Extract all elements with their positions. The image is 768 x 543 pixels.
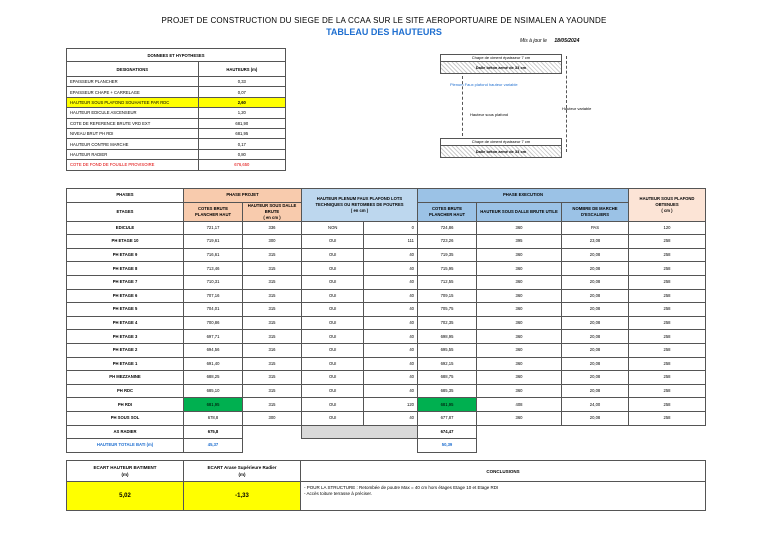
update-value: 18/05/2024 bbox=[554, 38, 580, 44]
conclusions-label: CONCLUSIONS bbox=[301, 461, 706, 482]
cell-fp: NON bbox=[302, 221, 364, 235]
variable-dimension-line bbox=[566, 56, 567, 152]
col-cotes-brute-exec: COTES BRUTE PLANCHER HAUT bbox=[418, 202, 477, 221]
radier-empty bbox=[243, 425, 302, 439]
cell-etage: PH ETAGE 3 bbox=[67, 330, 184, 344]
slab-top bbox=[440, 54, 562, 74]
ecart-value: 5,02 bbox=[67, 482, 184, 511]
cell-hsd_e: 360 bbox=[477, 330, 562, 344]
donnees-row bbox=[67, 149, 286, 159]
cell-etage: PH RDC bbox=[67, 384, 184, 398]
cell-cote: 688,25 bbox=[184, 371, 243, 385]
cell-marches: PAS bbox=[562, 221, 629, 235]
cell-hsd: 315 bbox=[243, 357, 302, 371]
cell-hsd: 315 bbox=[243, 384, 302, 398]
cell-hsd: 315 bbox=[243, 398, 302, 412]
cell-hsd: 315 bbox=[243, 316, 302, 330]
table-row bbox=[67, 398, 706, 412]
ecart-label bbox=[67, 461, 184, 482]
donnees-label: EPAISSEUR PLANCHER bbox=[67, 77, 199, 87]
donnees-value: 0,80 bbox=[198, 149, 285, 159]
col-phases: PHASES bbox=[67, 189, 184, 203]
cell-etage: PH ETAGE 1 bbox=[67, 357, 184, 371]
donnees-label: HAUTEUR EDICULE ASCENSEUR bbox=[67, 108, 199, 118]
cell-etage: PH ETAGE 6 bbox=[67, 289, 184, 303]
cell-fpv: 40 bbox=[364, 316, 418, 330]
cell-cote_e: 695,55 bbox=[418, 343, 477, 357]
donnees-value: 681,95 bbox=[198, 128, 285, 138]
cell-hsp: 258 bbox=[629, 330, 706, 344]
table-row bbox=[67, 343, 706, 357]
cell-hsd_e: 360 bbox=[477, 275, 562, 289]
table-row bbox=[67, 221, 706, 235]
cell-cote_e: 677,87 bbox=[418, 411, 477, 425]
col-plenum-unit: ( en cm ) bbox=[350, 207, 369, 213]
cell-fp: OUI bbox=[302, 289, 364, 303]
cell-cote_e: 688,75 bbox=[418, 371, 477, 385]
cell-cote_e: 724,86 bbox=[418, 221, 477, 235]
cell-marches: 20,08 bbox=[562, 371, 629, 385]
cell-hsd: 315 bbox=[243, 303, 302, 317]
cell-cote_e: 692,15 bbox=[418, 357, 477, 371]
donnees-table bbox=[66, 48, 286, 171]
cell-hsp: 258 bbox=[629, 235, 706, 249]
cell-hsd_e: 360 bbox=[477, 248, 562, 262]
cell-cote_e: 685,35 bbox=[418, 384, 477, 398]
cell-fpv: 0 bbox=[364, 221, 418, 235]
cell-hsd_e: 395 bbox=[477, 235, 562, 249]
slab-bottom bbox=[440, 138, 562, 158]
cell-cote_e: 712,55 bbox=[418, 275, 477, 289]
donnees-row bbox=[67, 118, 286, 128]
dalle-bot-label: Dalle béton armé de 33 cm bbox=[475, 149, 527, 154]
donnees-value: 1,20 bbox=[198, 108, 285, 118]
table-row bbox=[67, 316, 706, 330]
cell-hsd: 315 bbox=[243, 262, 302, 276]
total-exec: 50,39 bbox=[418, 439, 477, 453]
cell-fp: OUI bbox=[302, 262, 364, 276]
total-projet: 45,37 bbox=[184, 439, 243, 453]
ecart-arase-label-unit: (m) bbox=[238, 472, 246, 477]
cell-fp: OUI bbox=[302, 316, 364, 330]
cell-hsp: 258 bbox=[629, 398, 706, 412]
table-row bbox=[67, 411, 706, 425]
cell-cote_e: 698,95 bbox=[418, 330, 477, 344]
cell-cote_e: 715,95 bbox=[418, 262, 477, 276]
ecart-arase-label bbox=[184, 461, 301, 482]
cell-etage: PH ETAGE 4 bbox=[67, 316, 184, 330]
cell-fp: OUI bbox=[302, 411, 364, 425]
cell-hsd_e: 360 bbox=[477, 289, 562, 303]
table-row bbox=[67, 371, 706, 385]
cell-fp: OUI bbox=[302, 357, 364, 371]
table-row bbox=[67, 330, 706, 344]
cell-fp: OUI bbox=[302, 248, 364, 262]
donnees-row bbox=[67, 97, 286, 107]
cell-etage: PH RDI bbox=[67, 398, 184, 412]
radier-grey bbox=[302, 425, 418, 439]
cell-hsd_e: 360 bbox=[477, 262, 562, 276]
cell-fpv: 40 bbox=[364, 303, 418, 317]
donnees-label: COTE DE REFERENCE BRUTE VRD EXT bbox=[67, 118, 199, 128]
col-cotes-brute: COTES BRUTE PLANCHER HAUT bbox=[184, 202, 243, 221]
cell-marches: 20,08 bbox=[562, 384, 629, 398]
cell-cote: 716,61 bbox=[184, 248, 243, 262]
cell-marches: 20,08 bbox=[562, 411, 629, 425]
cell-cote_e: 681,95 bbox=[418, 398, 477, 412]
conclusion-2: - Accès toiture terrasse à préciser. bbox=[304, 491, 373, 496]
table-row bbox=[67, 248, 706, 262]
cell-cote: 678,8 bbox=[184, 411, 243, 425]
height-dimension-line bbox=[462, 76, 463, 136]
cell-fp: OUI bbox=[302, 343, 364, 357]
cell-cote: 704,01 bbox=[184, 303, 243, 317]
cell-hsd: 316 bbox=[243, 343, 302, 357]
cell-fp: OUI bbox=[302, 235, 364, 249]
cell-hsd: 315 bbox=[243, 371, 302, 385]
conclusions-text bbox=[301, 482, 706, 511]
cell-cote: 685,10 bbox=[184, 384, 243, 398]
cell-fpv: 40 bbox=[364, 357, 418, 371]
cell-hsp: 258 bbox=[629, 411, 706, 425]
cell-marches: 20,08 bbox=[562, 248, 629, 262]
cell-fp: OUI bbox=[302, 371, 364, 385]
radier-empty-4 bbox=[629, 425, 706, 439]
cell-cote: 694,56 bbox=[184, 343, 243, 357]
ecart-label-unit: (m) bbox=[121, 472, 129, 477]
phase-projet-header: PHASE PROJET bbox=[184, 189, 302, 203]
cell-marches: 20,08 bbox=[562, 275, 629, 289]
donnees-row bbox=[67, 77, 286, 87]
col-hsp-label: HAUTEUR SOUS PLAFOND OBTENUES bbox=[639, 195, 695, 207]
donnees-label: EPAISSEUR CHAPE + CARRELAGE bbox=[67, 87, 199, 97]
cell-marches: 20,08 bbox=[562, 357, 629, 371]
cell-hsp: 258 bbox=[629, 384, 706, 398]
conclusion-1: - POUR LA STRUCTURE : Retombée de poutre Max = 40 cm hors étages Etage 10 et Etage RDI bbox=[304, 485, 499, 490]
radier-cote-exec: 674,47 bbox=[418, 425, 477, 439]
cell-hsp: 258 bbox=[629, 275, 706, 289]
cell-marches: 23,08 bbox=[562, 235, 629, 249]
cell-hsp: 258 bbox=[629, 248, 706, 262]
cell-hsp: 258 bbox=[629, 371, 706, 385]
dalle-top-label: Dalle béton armé de 33 cm bbox=[475, 65, 527, 70]
donnees-row bbox=[67, 128, 286, 138]
donnees-row bbox=[67, 139, 286, 149]
cell-hsp: 258 bbox=[629, 262, 706, 276]
cell-fpv: 40 bbox=[364, 343, 418, 357]
col-hauteur-sous-dalle bbox=[243, 202, 302, 221]
cell-fp: OUI bbox=[302, 275, 364, 289]
cell-cote_e: 723,26 bbox=[418, 235, 477, 249]
cell-hsd: 336 bbox=[243, 221, 302, 235]
cell-cote: 710,31 bbox=[184, 275, 243, 289]
hauteur-sous-plafond-note: Hauteur sous plafond bbox=[470, 112, 509, 117]
hauteurs-table bbox=[66, 188, 706, 453]
cell-cote: 681,95 bbox=[184, 398, 243, 412]
cell-fpv: 40 bbox=[364, 411, 418, 425]
cell-cote: 697,71 bbox=[184, 330, 243, 344]
phase-execution-header: PHASE EXECUTION bbox=[418, 189, 629, 203]
donnees-row bbox=[67, 108, 286, 118]
col-marches: NOMBRE DE MARCHE D'ESCALIERS bbox=[562, 202, 629, 221]
cell-etage: PH SOUS SOL bbox=[67, 411, 184, 425]
donnees-value: 0,33 bbox=[198, 77, 285, 87]
cell-marches: 20,08 bbox=[562, 343, 629, 357]
donnees-label: HAUTEUR SOUS PLAFOND SOUHAITEE PAR RDC bbox=[67, 97, 199, 107]
summary-table bbox=[66, 460, 706, 511]
cell-fpv: 40 bbox=[364, 262, 418, 276]
cell-fp: OUI bbox=[302, 303, 364, 317]
cell-etage: PH ETAGE 2 bbox=[67, 343, 184, 357]
cell-cote_e: 709,15 bbox=[418, 289, 477, 303]
cell-etage: PH ETAGE 9 bbox=[67, 248, 184, 262]
col-hsp bbox=[629, 189, 706, 222]
ecart-label-text: ECART HAUTEUR BATIMENT bbox=[93, 465, 157, 470]
chape-bot-label: Chape de ciment épaisseur 7 cm bbox=[441, 139, 561, 146]
cell-hsd: 315 bbox=[243, 330, 302, 344]
cell-fpv: 40 bbox=[364, 248, 418, 262]
col-plenum bbox=[302, 189, 418, 222]
col-hauteurs: HAUTEURS (m) bbox=[198, 62, 285, 77]
cell-hsp: 258 bbox=[629, 357, 706, 371]
total-empty-3 bbox=[477, 439, 562, 453]
total-empty-5 bbox=[629, 439, 706, 453]
section-schematic bbox=[440, 54, 640, 164]
cell-cote: 719,61 bbox=[184, 235, 243, 249]
donnees-label: COTE DE FOND DE FOUILLE PROVISOIRE bbox=[67, 160, 199, 170]
cell-hsd_e: 360 bbox=[477, 303, 562, 317]
cell-etage: PH ETAGE 5 bbox=[67, 303, 184, 317]
col-hsp-unit: ( cm ) bbox=[661, 207, 673, 213]
donnees-value: 676,650 bbox=[198, 160, 285, 170]
table-row bbox=[67, 357, 706, 371]
total-label: HAUTEUR TOTALE BATI (m) bbox=[67, 439, 184, 453]
cell-hsd: 300 bbox=[243, 235, 302, 249]
table-row bbox=[67, 289, 706, 303]
donnees-value: 2,60 bbox=[198, 97, 285, 107]
total-empty-4 bbox=[562, 439, 629, 453]
cell-hsd: 300 bbox=[243, 411, 302, 425]
donnees-title: DONNEES ET HYPOTHESES bbox=[67, 49, 286, 62]
cell-cote_e: 702,35 bbox=[418, 316, 477, 330]
cell-fp: OUI bbox=[302, 384, 364, 398]
cell-hsd_e: 360 bbox=[477, 316, 562, 330]
cell-fpv: 40 bbox=[364, 384, 418, 398]
total-empty-2 bbox=[302, 439, 418, 453]
table-row bbox=[67, 235, 706, 249]
faux-plafond-note: Plenum Faux plafond hauteur variable bbox=[450, 82, 518, 87]
cell-marches: 20,08 bbox=[562, 289, 629, 303]
cell-cote_e: 719,35 bbox=[418, 248, 477, 262]
ecart-arase-label-text: ECART Arase Supérieure Radier bbox=[207, 465, 277, 470]
cell-cote: 691,40 bbox=[184, 357, 243, 371]
radier-empty-3 bbox=[562, 425, 629, 439]
cell-cote: 713,46 bbox=[184, 262, 243, 276]
cell-cote: 700,86 bbox=[184, 316, 243, 330]
cell-hsd_e: 408 bbox=[477, 398, 562, 412]
donnees-row bbox=[67, 87, 286, 97]
cell-hsd: 315 bbox=[243, 248, 302, 262]
cell-fp: OUI bbox=[302, 330, 364, 344]
cell-cote: 707,16 bbox=[184, 289, 243, 303]
cell-fp: OUI bbox=[302, 398, 364, 412]
table-row bbox=[67, 384, 706, 398]
cell-hsd_e: 360 bbox=[477, 221, 562, 235]
col-plenum-label: HAUTEUR PLENUM FAUX PLAFOND LOTS TECHNIQUES OU RETOMBES DE POUTRES bbox=[315, 195, 404, 207]
cell-marches: 24,00 bbox=[562, 398, 629, 412]
update-label: Mis à jour le bbox=[520, 38, 547, 44]
donnees-label: HAUTEUR CONTRE MARCHE bbox=[67, 139, 199, 149]
cell-hsd_e: 360 bbox=[477, 357, 562, 371]
total-empty bbox=[243, 439, 302, 453]
col-etages: ETAGES bbox=[67, 202, 184, 221]
cell-hsp: 258 bbox=[629, 289, 706, 303]
donnees-label: HAUTEUR RADIER bbox=[67, 149, 199, 159]
table-row bbox=[67, 262, 706, 276]
cell-etage: PH MEZZANINE bbox=[67, 371, 184, 385]
cell-fpv: 40 bbox=[364, 330, 418, 344]
cell-marches: 20,08 bbox=[562, 316, 629, 330]
radier-label: AS RADIER bbox=[67, 425, 184, 439]
cell-cote: 721,17 bbox=[184, 221, 243, 235]
cell-fpv: 40 bbox=[364, 371, 418, 385]
ecart-arase-value: -1,33 bbox=[184, 482, 301, 511]
cell-etage: EDICULE bbox=[67, 221, 184, 235]
cell-etage: PH ETAGE 10 bbox=[67, 235, 184, 249]
cell-fpv: 40 bbox=[364, 275, 418, 289]
donnees-value: 0,07 bbox=[198, 87, 285, 97]
radier-empty-2 bbox=[477, 425, 562, 439]
cell-cote_e: 705,75 bbox=[418, 303, 477, 317]
cell-hsd_e: 360 bbox=[477, 384, 562, 398]
cell-fpv: 111 bbox=[364, 235, 418, 249]
col-hsd-label: HAUTEUR SOUS DALLE BRUTE bbox=[247, 202, 297, 214]
col-hsd-exec: HAUTEUR SOUS DALLE BRUTE UTILE bbox=[477, 202, 562, 221]
hauteur-variable-note: Hauteur variable bbox=[562, 106, 592, 111]
donnees-value: 0,17 bbox=[198, 139, 285, 149]
page-subtitle: TABLEAU DES HAUTEURS bbox=[326, 27, 442, 37]
page-title: PROJET DE CONSTRUCTION DU SIEGE DE LA CCAA SUR LE SITE AEROPORTUAIRE DE NSIMALEN A YAOUNDE bbox=[161, 16, 607, 25]
donnees-row bbox=[67, 160, 286, 170]
cell-fpv: 120 bbox=[364, 398, 418, 412]
radier-cote: 675,8 bbox=[184, 425, 243, 439]
cell-etage: PH ETAGE 8 bbox=[67, 262, 184, 276]
cell-hsp: 120 bbox=[629, 221, 706, 235]
cell-etage: PH ETAGE 7 bbox=[67, 275, 184, 289]
table-row bbox=[67, 303, 706, 317]
donnees-value: 681,90 bbox=[198, 118, 285, 128]
col-hsd-unit: ( en cm ) bbox=[263, 214, 281, 220]
cell-hsp: 258 bbox=[629, 303, 706, 317]
cell-hsd_e: 360 bbox=[477, 371, 562, 385]
chape-top-label: Chape de ciment épaisseur 7 cm bbox=[441, 55, 561, 62]
cell-hsp: 258 bbox=[629, 343, 706, 357]
cell-hsp: 258 bbox=[629, 316, 706, 330]
table-row bbox=[67, 275, 706, 289]
cell-marches: 20,08 bbox=[562, 262, 629, 276]
cell-hsd: 315 bbox=[243, 289, 302, 303]
cell-hsd_e: 360 bbox=[477, 411, 562, 425]
cell-marches: 20,08 bbox=[562, 303, 629, 317]
donnees-label: NIVEAU BRUT PH RDI bbox=[67, 128, 199, 138]
cell-marches: 20,08 bbox=[562, 330, 629, 344]
cell-hsd_e: 360 bbox=[477, 343, 562, 357]
cell-hsd: 315 bbox=[243, 275, 302, 289]
cell-fpv: 40 bbox=[364, 289, 418, 303]
update-date bbox=[520, 38, 579, 44]
col-designation: DESIGNATIONS bbox=[67, 62, 199, 77]
